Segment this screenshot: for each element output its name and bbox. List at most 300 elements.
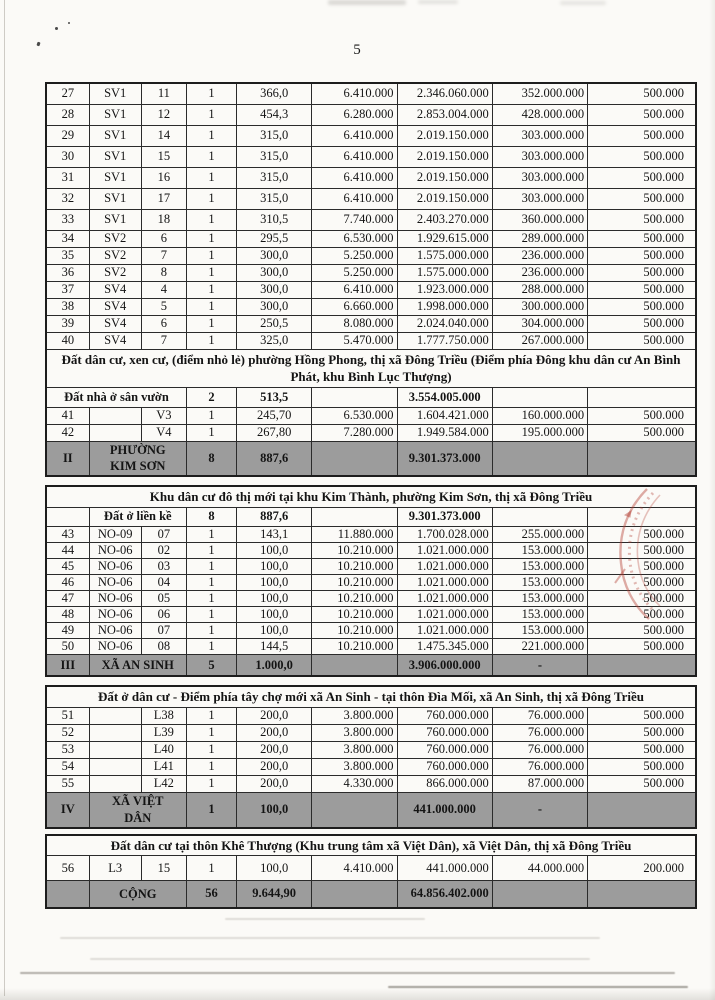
table-cell: 500.000 bbox=[588, 724, 696, 741]
table-cell: 500.000 bbox=[588, 622, 696, 638]
table-cell: 500.000 bbox=[588, 424, 696, 441]
table-cell: 352.000.000 bbox=[492, 83, 587, 104]
table-cell: L40 bbox=[141, 741, 186, 758]
table-cell: 255.000.000 bbox=[492, 526, 587, 542]
table-cell: 300.000.000 bbox=[492, 298, 587, 315]
table-row bbox=[46, 606, 696, 622]
table-cell: 300,0 bbox=[237, 281, 312, 298]
table-cell: 16 bbox=[141, 167, 186, 188]
table-cell: 47 bbox=[46, 590, 89, 606]
table-cell: 7 bbox=[141, 247, 186, 264]
table-cell: SV1 bbox=[89, 125, 141, 146]
table-cell: 1 bbox=[186, 407, 236, 424]
table-cell: 200,0 bbox=[237, 741, 312, 758]
table-cell: 10.210.000 bbox=[312, 638, 397, 654]
table-cell: SV2 bbox=[89, 264, 141, 281]
table-cell: 8 bbox=[186, 441, 236, 476]
table-cell: 52 bbox=[46, 724, 89, 741]
table-block-1 bbox=[45, 82, 697, 477]
table-cell: 7 bbox=[141, 332, 186, 349]
table-cell: 10.210.000 bbox=[312, 574, 397, 590]
table-row bbox=[46, 622, 696, 638]
table-row bbox=[46, 230, 696, 247]
table-cell bbox=[312, 881, 397, 908]
table-cell: 6 bbox=[141, 230, 186, 247]
table-cell: 08 bbox=[141, 638, 186, 654]
table-cell: 300,0 bbox=[237, 247, 312, 264]
table-cell: SV4 bbox=[89, 315, 141, 332]
table-cell: 303.000.000 bbox=[492, 146, 587, 167]
table-cell: 1 bbox=[186, 590, 236, 606]
table-cell bbox=[89, 741, 141, 758]
table-row bbox=[46, 724, 696, 741]
table-cell: NO-06 bbox=[89, 558, 141, 574]
scan-edge-shadow-right bbox=[709, 0, 715, 1000]
table-cell: 6.410.000 bbox=[312, 281, 397, 298]
table-cell bbox=[312, 654, 397, 676]
table-cell bbox=[588, 441, 696, 476]
scan-smudge bbox=[418, 0, 458, 4]
table-cell: 267,80 bbox=[237, 424, 312, 441]
table-cell: 500.000 bbox=[588, 167, 696, 188]
table-cell bbox=[312, 387, 397, 407]
table-cell: 200,0 bbox=[237, 758, 312, 775]
table-cell bbox=[89, 775, 141, 792]
table-cell: 18 bbox=[141, 209, 186, 230]
table-row bbox=[46, 247, 696, 264]
table-row bbox=[46, 574, 696, 590]
table-cell bbox=[588, 881, 696, 908]
table-cell: 153.000.000 bbox=[492, 590, 587, 606]
table-cell: 1 bbox=[186, 230, 236, 247]
table-cell: NO-06 bbox=[89, 574, 141, 590]
table-cell: NO-06 bbox=[89, 622, 141, 638]
table-cell: 500.000 bbox=[588, 707, 696, 724]
table-cell: 3.554.005.000 bbox=[397, 387, 492, 407]
table-cell: 454,3 bbox=[237, 104, 312, 125]
table-cell: 428.000.000 bbox=[492, 104, 587, 125]
table-cell: 1 bbox=[186, 125, 236, 146]
table-cell: 500.000 bbox=[588, 298, 696, 315]
table-cell: SV4 bbox=[89, 281, 141, 298]
table-cell: 2.853.004.000 bbox=[397, 104, 492, 125]
section-header-row bbox=[46, 349, 696, 387]
table-cell: 300,0 bbox=[237, 298, 312, 315]
page-number: 5 bbox=[353, 42, 362, 58]
table-cell: 31 bbox=[46, 167, 89, 188]
table-cell: 1 bbox=[186, 264, 236, 281]
table-cell: 41 bbox=[46, 407, 89, 424]
table-cell bbox=[492, 881, 587, 908]
table-cell: 1 bbox=[186, 606, 236, 622]
table-cell: 760.000.000 bbox=[397, 724, 492, 741]
table-cell: 360.000.000 bbox=[492, 209, 587, 230]
table-cell: 304.000.000 bbox=[492, 315, 587, 332]
table-cell: 7.280.000 bbox=[312, 424, 397, 441]
table-row bbox=[46, 526, 696, 542]
table-cell: 1 bbox=[186, 526, 236, 542]
table-cell: 1 bbox=[186, 574, 236, 590]
table-cell: - bbox=[492, 654, 587, 676]
table-cell: 100,0 bbox=[237, 574, 312, 590]
table-cell: 4 bbox=[141, 281, 186, 298]
table-row bbox=[46, 638, 696, 654]
table-cell: 100,0 bbox=[237, 558, 312, 574]
table-cell: 1.021.000.000 bbox=[397, 558, 492, 574]
table-cell: 500.000 bbox=[588, 315, 696, 332]
table-cell: 1 bbox=[186, 167, 236, 188]
table-cell: 1 bbox=[186, 558, 236, 574]
table-cell: 1 bbox=[186, 741, 236, 758]
table-cell: 42 bbox=[46, 424, 89, 441]
table-cell: 6 bbox=[141, 315, 186, 332]
table-cell: 9.301.373.000 bbox=[397, 507, 492, 526]
table-cell: 53 bbox=[46, 741, 89, 758]
table-cell: 500.000 bbox=[588, 606, 696, 622]
table-cell: 48 bbox=[46, 606, 89, 622]
table-cell: 54 bbox=[46, 758, 89, 775]
table-row bbox=[46, 83, 696, 104]
table-cell: 1.021.000.000 bbox=[397, 590, 492, 606]
table-cell: 05 bbox=[141, 590, 186, 606]
table-cell: 195.000.000 bbox=[492, 424, 587, 441]
table-cell bbox=[588, 654, 696, 676]
table-cell: 200,0 bbox=[237, 724, 312, 741]
table-row bbox=[46, 167, 696, 188]
table-cell bbox=[492, 507, 587, 526]
table-cell: 500.000 bbox=[588, 638, 696, 654]
section-header-row bbox=[46, 835, 696, 856]
table-cell: 33 bbox=[46, 209, 89, 230]
table-cell: 500.000 bbox=[588, 526, 696, 542]
table-cell: 500.000 bbox=[588, 574, 696, 590]
table-cell: 51 bbox=[46, 707, 89, 724]
table-cell: 1 bbox=[186, 638, 236, 654]
table-cell bbox=[89, 707, 141, 724]
scan-edge-shadow-bottom bbox=[0, 988, 715, 1000]
table-cell: 1 bbox=[186, 856, 236, 881]
table-cell: 43 bbox=[46, 526, 89, 542]
table-cell: 887,6 bbox=[237, 441, 312, 476]
table-cell: 315,0 bbox=[237, 125, 312, 146]
table-cell: 6.530.000 bbox=[312, 407, 397, 424]
table-cell: 100,0 bbox=[237, 590, 312, 606]
table-cell: 500.000 bbox=[588, 332, 696, 349]
table-cell: 6.410.000 bbox=[312, 146, 397, 167]
table-cell: 500.000 bbox=[588, 741, 696, 758]
table-cell: 500.000 bbox=[588, 104, 696, 125]
table-cell: 144,5 bbox=[237, 638, 312, 654]
table-cell bbox=[492, 387, 587, 407]
table-cell: 200,0 bbox=[237, 775, 312, 792]
table-cell: 17 bbox=[141, 188, 186, 209]
table-cell: 11.880.000 bbox=[312, 526, 397, 542]
table-cell: 56 bbox=[46, 856, 89, 881]
table-cell: 100,0 bbox=[237, 542, 312, 558]
table-cell: 200.000 bbox=[588, 856, 696, 881]
table-cell: 8 bbox=[186, 507, 236, 526]
table-row bbox=[46, 298, 696, 315]
table-cell: 5.250.000 bbox=[312, 264, 397, 281]
table-row bbox=[46, 741, 696, 758]
table-cell: 6.410.000 bbox=[312, 188, 397, 209]
table-cell: 45 bbox=[46, 558, 89, 574]
table-row bbox=[46, 264, 696, 281]
table-cell: 50 bbox=[46, 638, 89, 654]
table-cell: 8.080.000 bbox=[312, 315, 397, 332]
table-cell: 160.000.000 bbox=[492, 407, 587, 424]
table-cell bbox=[312, 441, 397, 476]
table-cell: 1 bbox=[186, 707, 236, 724]
table-cell: 500.000 bbox=[588, 83, 696, 104]
table-cell: 6.660.000 bbox=[312, 298, 397, 315]
table-cell: IV bbox=[46, 792, 89, 827]
table-cell: 289.000.000 bbox=[492, 230, 587, 247]
subtotal-row bbox=[46, 387, 696, 407]
table-row bbox=[46, 590, 696, 606]
table-cell: 1 bbox=[186, 188, 236, 209]
table-cell: SV1 bbox=[89, 167, 141, 188]
table-row bbox=[46, 315, 696, 332]
table-cell: 250,5 bbox=[237, 315, 312, 332]
table-cell bbox=[312, 507, 397, 526]
table-cell: 325,0 bbox=[237, 332, 312, 349]
table-cell: NO-06 bbox=[89, 590, 141, 606]
table-block-2 bbox=[45, 485, 697, 677]
table-cell: L38 bbox=[141, 707, 186, 724]
table-cell: 887,6 bbox=[237, 507, 312, 526]
table-cell: 760.000.000 bbox=[397, 707, 492, 724]
table-cell: 9.644,90 bbox=[237, 881, 312, 908]
table-cell: V4 bbox=[141, 424, 186, 441]
table-cell: 303.000.000 bbox=[492, 188, 587, 209]
summary-row bbox=[46, 654, 696, 676]
table-cell: 1 bbox=[186, 104, 236, 125]
table-cell: 1.604.421.000 bbox=[397, 407, 492, 424]
land-lot-price-table bbox=[45, 82, 701, 909]
table-cell: NO-06 bbox=[89, 638, 141, 654]
table-cell: 2.019.150.000 bbox=[397, 146, 492, 167]
scan-speck bbox=[68, 22, 70, 24]
table-cell: Đất ở dân cư - Điểm phía tây chợ mới xã An Sinh - tại thôn Đìa Mối, xã An Sinh, thị xã Đông Triều bbox=[46, 686, 696, 707]
table-cell: 34 bbox=[46, 230, 89, 247]
table-cell: 06 bbox=[141, 606, 186, 622]
table-cell: 153.000.000 bbox=[492, 622, 587, 638]
table-cell: 153.000.000 bbox=[492, 558, 587, 574]
table-cell: 76.000.000 bbox=[492, 741, 587, 758]
table-cell: CỘNG bbox=[89, 881, 186, 908]
table-cell: 37 bbox=[46, 281, 89, 298]
table-row bbox=[46, 707, 696, 724]
bleed-through-mark bbox=[20, 972, 675, 974]
table-cell: Đất nhà ở sân vườn bbox=[46, 387, 186, 407]
table-cell bbox=[588, 792, 696, 827]
table-cell: 1.575.000.000 bbox=[397, 247, 492, 264]
table-cell: XÃ AN SINH bbox=[89, 654, 186, 676]
table-cell: 1.021.000.000 bbox=[397, 606, 492, 622]
table-row bbox=[46, 407, 696, 424]
table-cell: 7.740.000 bbox=[312, 209, 397, 230]
table-cell: 500.000 bbox=[588, 125, 696, 146]
summary-row bbox=[46, 792, 696, 827]
table-cell: 04 bbox=[141, 574, 186, 590]
table-block-4 bbox=[45, 834, 697, 909]
table-cell: 44.000.000 bbox=[492, 856, 587, 881]
table-cell: 500.000 bbox=[588, 281, 696, 298]
table-cell: SV1 bbox=[89, 188, 141, 209]
table-cell: 1.021.000.000 bbox=[397, 622, 492, 638]
table-cell: 2 bbox=[186, 387, 236, 407]
table-cell: 1 bbox=[186, 146, 236, 167]
section-header-row bbox=[46, 486, 696, 507]
table-cell: 29 bbox=[46, 125, 89, 146]
table-cell: 6.530.000 bbox=[312, 230, 397, 247]
table-cell: 315,0 bbox=[237, 167, 312, 188]
table-cell: 76.000.000 bbox=[492, 724, 587, 741]
table-cell: Đất dân cư tại thôn Khê Thượng (Khu trung tâm xã Việt Dân), xã Việt Dân, thị xã Đông Triều bbox=[46, 835, 696, 856]
table-cell: 866.000.000 bbox=[397, 775, 492, 792]
table-cell: 500.000 bbox=[588, 247, 696, 264]
table-cell: 441.000.000 bbox=[397, 856, 492, 881]
table-cell: 02 bbox=[141, 542, 186, 558]
table-cell: 1 bbox=[186, 622, 236, 638]
table-cell: SV2 bbox=[89, 247, 141, 264]
table-cell: 1.923.000.000 bbox=[397, 281, 492, 298]
table-cell: NO-09 bbox=[89, 526, 141, 542]
table-block-3 bbox=[45, 685, 697, 828]
table-cell: 5 bbox=[186, 654, 236, 676]
table-cell: L42 bbox=[141, 775, 186, 792]
table-cell bbox=[492, 441, 587, 476]
table-cell: Đất dân cư, xen cư, (điểm nhỏ lẻ) phường Hồng Phong, thị xã Đông Triều (Điểm phía Đông khu dân cư An Bình Phát, khu Bình Lục Thượng) bbox=[46, 349, 696, 387]
table-cell: 310,5 bbox=[237, 209, 312, 230]
table-cell: 1 bbox=[186, 298, 236, 315]
table-cell: 46 bbox=[46, 574, 89, 590]
table-row bbox=[46, 146, 696, 167]
table-cell: 500.000 bbox=[588, 264, 696, 281]
table-cell: 2.019.150.000 bbox=[397, 188, 492, 209]
table-cell: 500.000 bbox=[588, 146, 696, 167]
table-cell: 1 bbox=[186, 209, 236, 230]
table-cell: 100,0 bbox=[237, 622, 312, 638]
table-cell: 267.000.000 bbox=[492, 332, 587, 349]
table-cell bbox=[46, 881, 89, 908]
scan-edge-line bbox=[4, 0, 5, 996]
table-cell: 2.346.060.000 bbox=[397, 83, 492, 104]
table-cell: 4.330.000 bbox=[312, 775, 397, 792]
table-cell: 12 bbox=[141, 104, 186, 125]
table-cell: 500.000 bbox=[588, 558, 696, 574]
table-cell: 56 bbox=[186, 881, 236, 908]
table-cell: 07 bbox=[141, 526, 186, 542]
table-cell: SV2 bbox=[89, 230, 141, 247]
table-cell bbox=[46, 507, 89, 526]
table-cell: 500.000 bbox=[588, 230, 696, 247]
table-cell: 44 bbox=[46, 542, 89, 558]
table-cell: 15 bbox=[141, 856, 186, 881]
table-cell: 1.021.000.000 bbox=[397, 574, 492, 590]
table-cell: 3.800.000 bbox=[312, 741, 397, 758]
table-cell: 100,0 bbox=[237, 856, 312, 881]
table-cell: 28 bbox=[46, 104, 89, 125]
table-cell: 100,0 bbox=[237, 606, 312, 622]
table-cell: 10.210.000 bbox=[312, 542, 397, 558]
table-row bbox=[46, 125, 696, 146]
table-cell bbox=[89, 724, 141, 741]
table-row bbox=[46, 104, 696, 125]
table-cell: 221.000.000 bbox=[492, 638, 587, 654]
table-cell: 1.575.000.000 bbox=[397, 264, 492, 281]
table-cell: 39 bbox=[46, 315, 89, 332]
table-cell: 11 bbox=[141, 83, 186, 104]
table-cell: 5.470.000 bbox=[312, 332, 397, 349]
table-cell: 3.800.000 bbox=[312, 707, 397, 724]
table-cell: 3.800.000 bbox=[312, 724, 397, 741]
table-cell: 5 bbox=[141, 298, 186, 315]
table-cell: 315,0 bbox=[237, 188, 312, 209]
table-cell: 2.024.040.000 bbox=[397, 315, 492, 332]
table-cell: 1 bbox=[186, 724, 236, 741]
table-cell: SV1 bbox=[89, 146, 141, 167]
bleed-through-mark bbox=[90, 958, 590, 960]
table-cell: 14 bbox=[141, 125, 186, 146]
table-row bbox=[46, 424, 696, 441]
table-cell: 76.000.000 bbox=[492, 707, 587, 724]
table-cell: L39 bbox=[141, 724, 186, 741]
table-cell: 1.998.000.000 bbox=[397, 298, 492, 315]
table-row bbox=[46, 332, 696, 349]
table-cell: 1 bbox=[186, 792, 236, 827]
table-cell: 500.000 bbox=[588, 542, 696, 558]
table-cell: 64.856.402.000 bbox=[397, 881, 492, 908]
table-row bbox=[46, 281, 696, 298]
table-cell: 153.000.000 bbox=[492, 542, 587, 558]
table-cell: 236.000.000 bbox=[492, 264, 587, 281]
table-cell: SV1 bbox=[89, 209, 141, 230]
table-cell: 2.403.270.000 bbox=[397, 209, 492, 230]
table-cell: III bbox=[46, 654, 89, 676]
table-cell: NO-06 bbox=[89, 606, 141, 622]
section-header-row bbox=[46, 686, 696, 707]
table-cell: 1.021.000.000 bbox=[397, 542, 492, 558]
table-cell: 40 bbox=[46, 332, 89, 349]
table-cell: 1 bbox=[186, 775, 236, 792]
scan-smudge bbox=[328, 0, 406, 5]
table-cell: 303.000.000 bbox=[492, 167, 587, 188]
table-cell: II bbox=[46, 441, 89, 476]
scan-smudge bbox=[560, 1, 606, 5]
table-cell: 10.210.000 bbox=[312, 622, 397, 638]
table-cell: 15 bbox=[141, 146, 186, 167]
table-cell: 27 bbox=[46, 83, 89, 104]
bleed-through-mark bbox=[388, 986, 688, 988]
table-cell: 295,5 bbox=[237, 230, 312, 247]
table-cell: 300,0 bbox=[237, 264, 312, 281]
table-cell: 1 bbox=[186, 332, 236, 349]
summary-row bbox=[46, 881, 696, 908]
table-cell: L3 bbox=[89, 856, 141, 881]
table-cell: 303.000.000 bbox=[492, 125, 587, 146]
table-cell: 1 bbox=[186, 758, 236, 775]
table-cell: 1.700.028.000 bbox=[397, 526, 492, 542]
table-cell: 100,0 bbox=[237, 792, 312, 827]
table-cell: 3.800.000 bbox=[312, 758, 397, 775]
table-cell: 500.000 bbox=[588, 188, 696, 209]
table-cell: 1.000,0 bbox=[237, 654, 312, 676]
table-cell: 500.000 bbox=[588, 407, 696, 424]
table-cell: 10.210.000 bbox=[312, 606, 397, 622]
table-cell: SV4 bbox=[89, 332, 141, 349]
